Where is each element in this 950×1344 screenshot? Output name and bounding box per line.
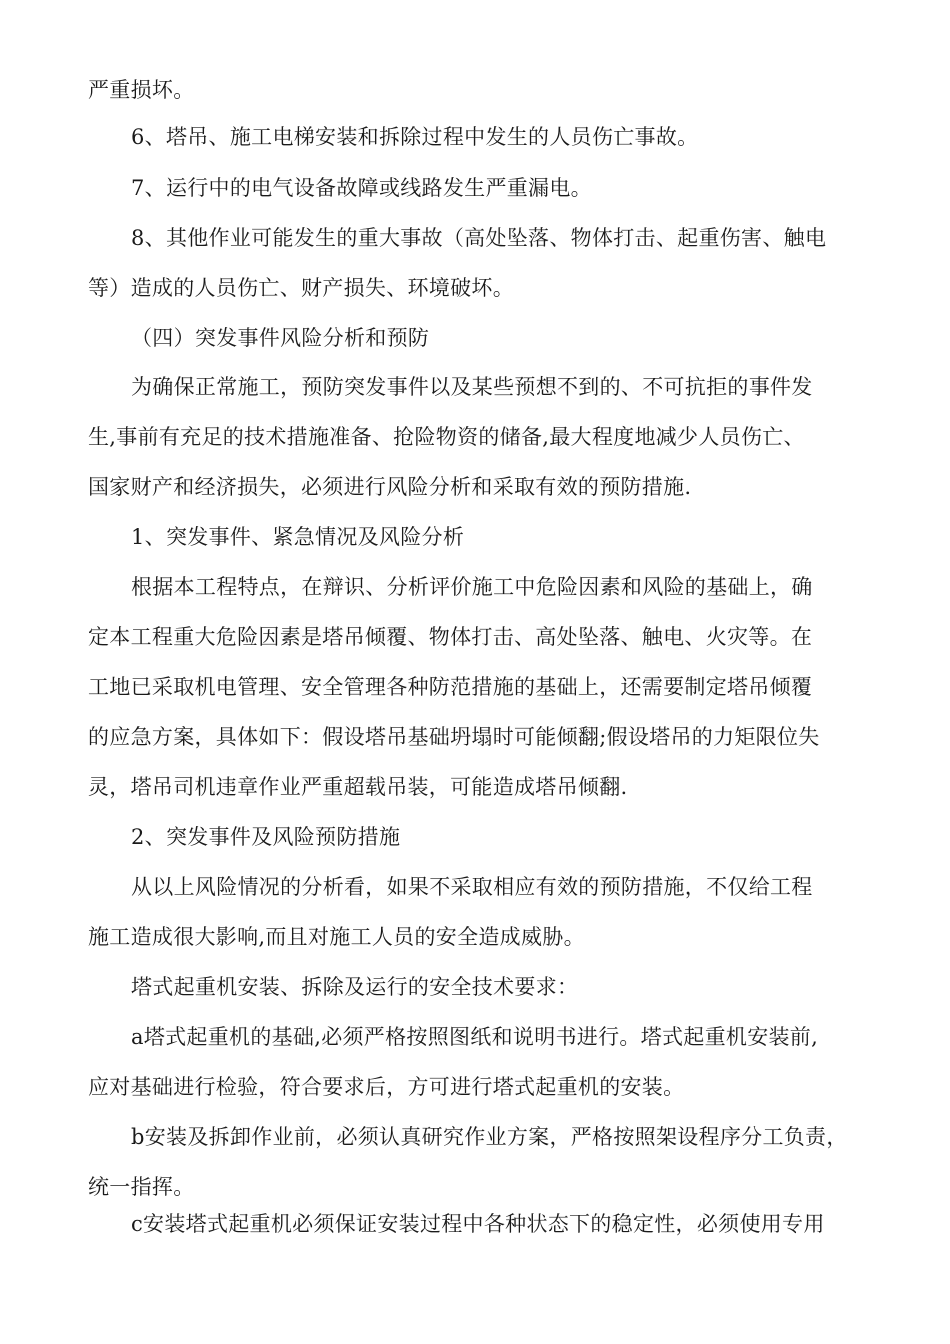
text-line-2: 6、塔吊、施工电梯安装和拆除过程中发生的人员伤亡事故。 bbox=[131, 125, 699, 149]
text-line-4: 8、其他作业可能发生的重大事故（高处坠落、物体打击、起重伤害、触电 bbox=[131, 226, 827, 250]
text-line-21: 应对基础进行检验，符合要求后，方可进行塔式起重机的安装。 bbox=[88, 1075, 685, 1099]
text-line-15: 灵，塔吊司机违章作业严重超载吊装，可能造成塔吊倾翻. bbox=[88, 775, 628, 799]
subsection-heading-2: 2、突发事件及风险预防措施 bbox=[131, 825, 401, 849]
text-line-17: 从以上风险情况的分析看，如果不采取相应有效的预防措施，不仅给工程 bbox=[131, 875, 813, 899]
text-line-8: 生,事前有充足的技术措施准备、抢险物资的储备,最大程度地减少人员伤亡、 bbox=[88, 425, 805, 449]
text-line-18: 施工造成很大影响,而且对施工人员的安全造成威胁。 bbox=[88, 925, 585, 949]
text-line-5: 等）造成的人员伤亡、财产损失、环境破坏。 bbox=[88, 276, 514, 300]
text-line-14: 的应急方案，具体如下：假设塔吊基础坍塌时可能倾翻;假设塔吊的力矩限位失 bbox=[88, 725, 820, 749]
text-line-20: a塔式起重机的基础,必须严格按照图纸和说明书进行。塔式起重机安装前, bbox=[131, 1025, 819, 1049]
section-heading-4: （四）突发事件风险分析和预防 bbox=[131, 326, 430, 350]
subsection-heading-1: 1、突发事件、紧急情况及风险分析 bbox=[131, 525, 465, 549]
text-line-23: 统一指挥。 bbox=[88, 1175, 195, 1199]
text-line-12: 定本工程重大危险因素是塔吊倾覆、物体打击、高处坠落、触电、火灾等。在 bbox=[88, 625, 813, 649]
text-line-19: 塔式起重机安装、拆除及运行的安全技术要求： bbox=[131, 975, 579, 999]
text-line-24: c安装塔式起重机必须保证安装过程中各种状态下的稳定性，必须使用专用 bbox=[131, 1212, 825, 1236]
text-line-3: 7、运行中的电气设备故障或线路发生严重漏电。 bbox=[131, 176, 592, 200]
text-line-7: 为确保正常施工，预防突发事件以及某些预想不到的、不可抗拒的事件发 bbox=[131, 375, 813, 399]
text-line-22: b安装及拆卸作业前，必须认真研究作业方案，严格按照架设程序分工负责， bbox=[131, 1125, 848, 1149]
text-line-11: 根据本工程特点，在辩识、分析评价施工中危险因素和风险的基础上，确 bbox=[131, 575, 813, 599]
text-line-13: 工地已采取机电管理、安全管理各种防范措施的基础上，还需要制定塔吊倾覆 bbox=[88, 675, 813, 699]
text-line-1: 严重损坏。 bbox=[88, 78, 195, 102]
text-line-9: 国家财产和经济损失，必须进行风险分析和采取有效的预防措施. bbox=[88, 475, 692, 499]
